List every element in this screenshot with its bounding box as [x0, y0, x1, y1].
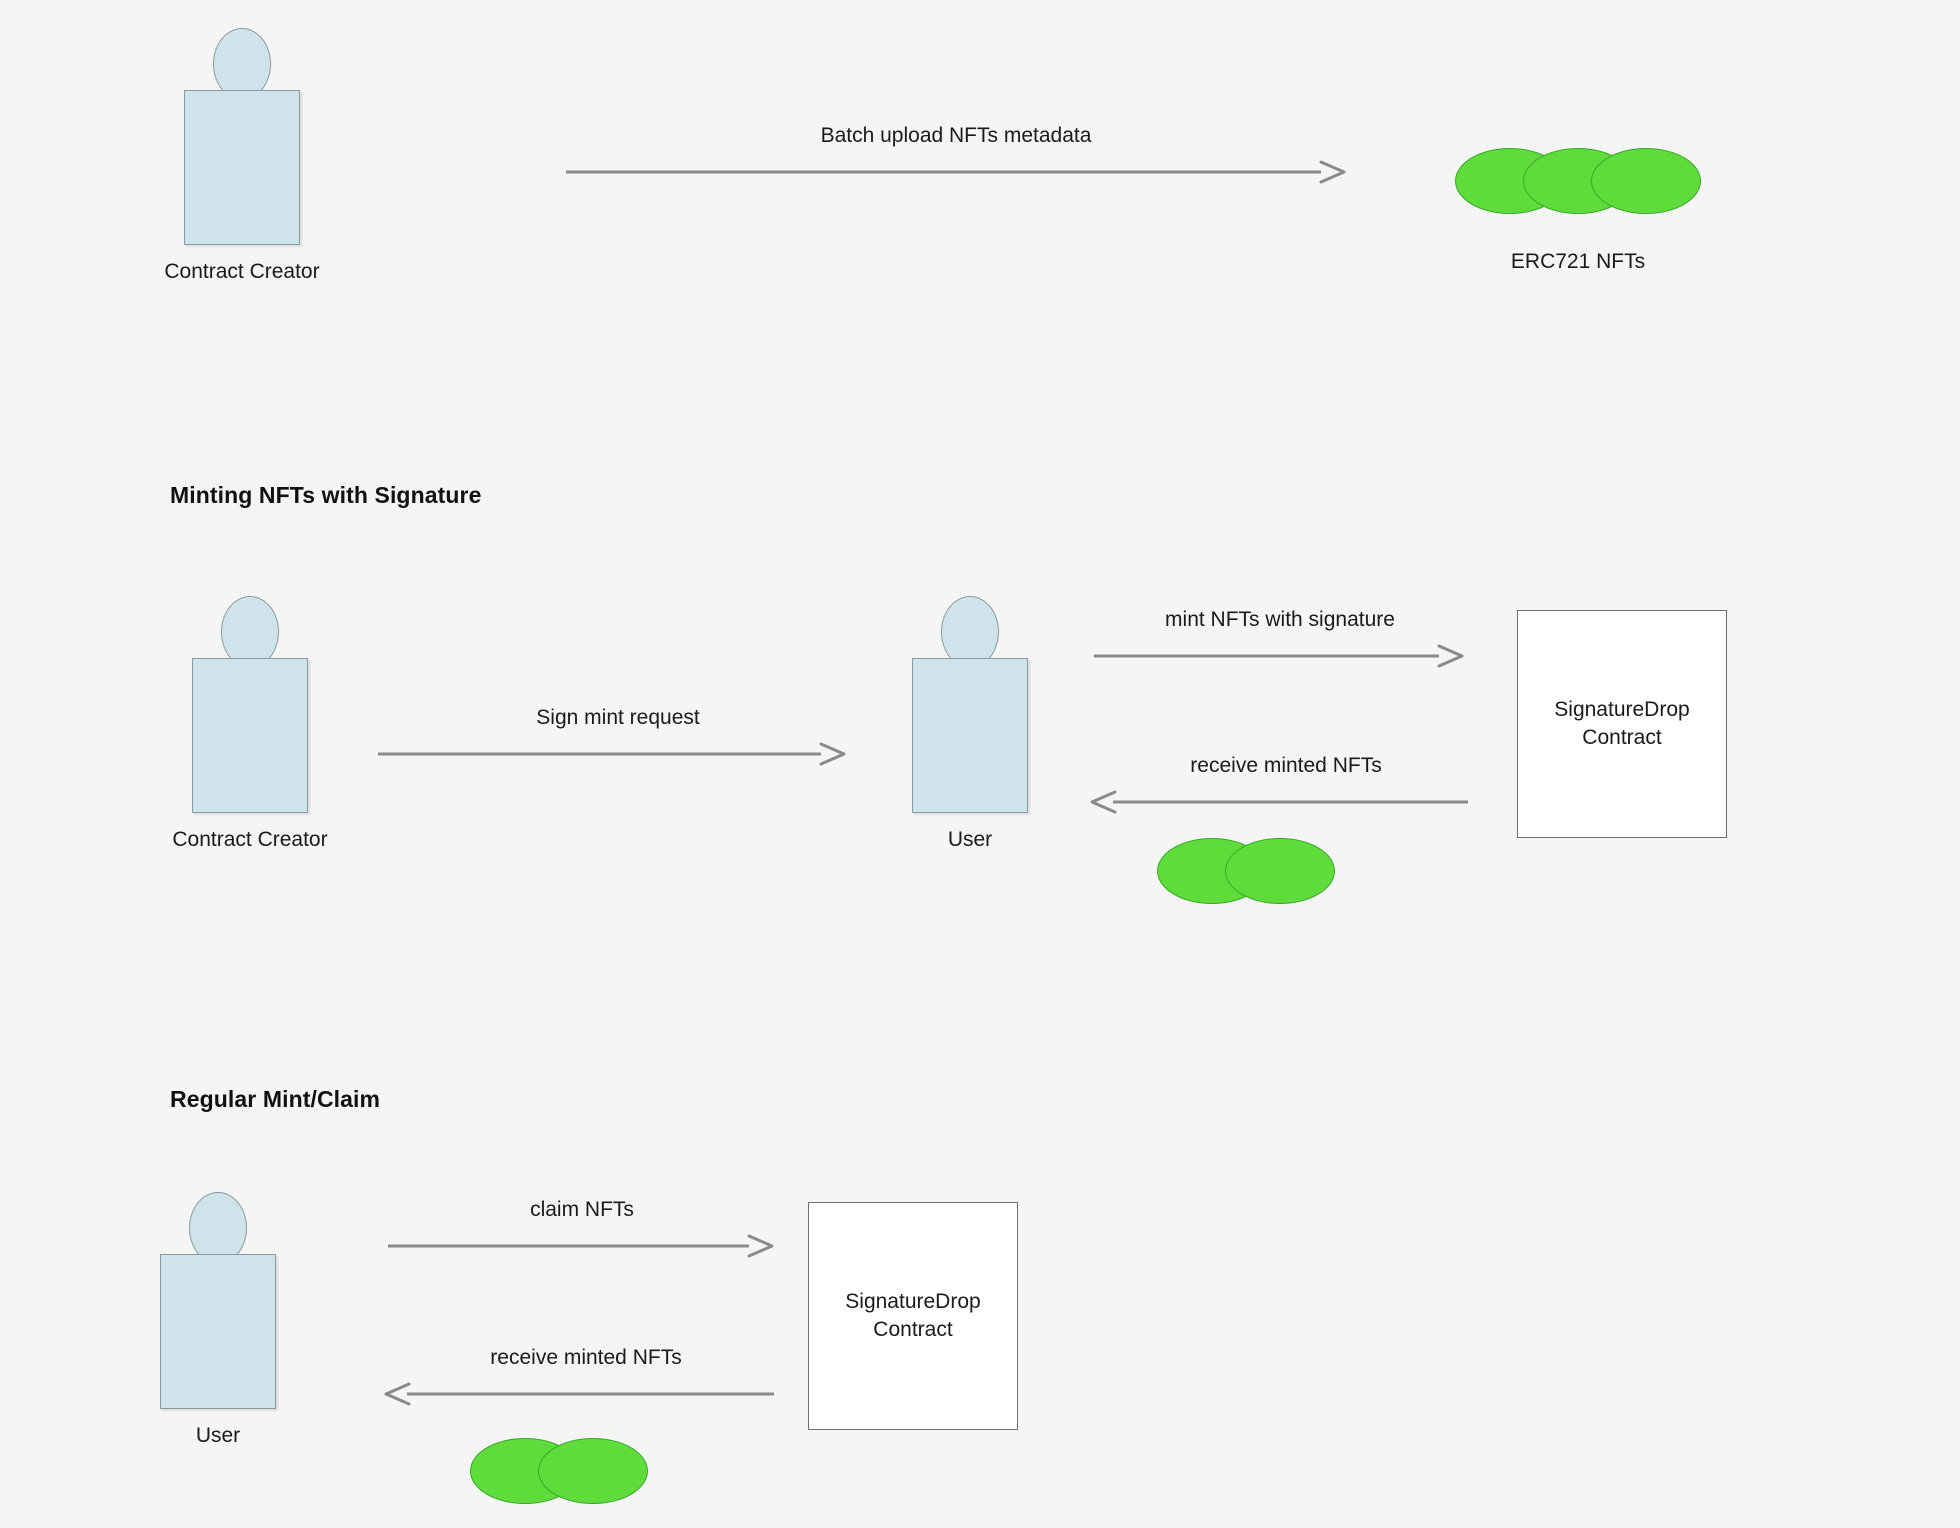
section-title-regular-mint-claim: Regular Mint/Claim	[170, 1086, 381, 1112]
actor-body-icon	[184, 90, 300, 245]
contract-name-line2: Contract	[1582, 726, 1662, 749]
nft-token-icon	[1225, 838, 1335, 904]
signaturedrop-contract-box-row2	[1517, 610, 1727, 838]
actor-body-icon	[912, 658, 1028, 813]
nft-token-icon	[538, 1438, 648, 1504]
arrow-receive-minted-nfts-label: receive minted NFTs	[490, 1346, 682, 1369]
arrow-receive-minted-nfts-label: receive minted NFTs	[1190, 754, 1382, 777]
nft-cluster-erc721	[1455, 138, 1735, 278]
arrow-receive-minted-nfts-row2	[1090, 754, 1468, 814]
actor-body-icon	[192, 658, 308, 813]
arrow-batch-upload-label: Batch upload NFTs metadata	[820, 124, 1092, 147]
contract-name-line1: SignatureDrop	[845, 1289, 981, 1313]
nft-cluster-label: ERC721 NFTs	[1510, 250, 1646, 273]
arrow-sign-mint-request	[378, 706, 848, 766]
signaturedrop-contract-box-row3	[808, 1202, 1018, 1430]
actor-contract-creator-row1	[162, 28, 322, 298]
actor-label: Contract Creator	[172, 828, 328, 851]
arrow-sign-mint-request-label: Sign mint request	[536, 706, 700, 729]
arrow-mint-nfts-label: mint NFTs with signature	[1165, 608, 1395, 631]
actor-label: Contract Creator	[164, 260, 320, 283]
actor-label: User	[195, 1424, 241, 1447]
nft-cluster-row3	[470, 1428, 690, 1518]
actor-contract-creator-row2	[170, 596, 330, 866]
contract-name-line1: SignatureDrop	[1554, 697, 1690, 721]
arrow-mint-nfts-with-signature	[1094, 608, 1466, 668]
actor-user-row3	[138, 1192, 298, 1462]
nft-token-icon	[1591, 148, 1701, 214]
contract-name-line2: Contract	[873, 1318, 953, 1341]
arrow-receive-minted-nfts-row3	[384, 1346, 774, 1406]
nft-cluster-row2	[1157, 828, 1377, 918]
actor-label: User	[947, 828, 993, 851]
arrow-batch-upload	[566, 124, 1346, 184]
arrow-claim-nfts-label: claim NFTs	[530, 1198, 634, 1221]
actor-body-icon	[160, 1254, 276, 1409]
section-title-minting-with-signature: Minting NFTs with Signature	[170, 482, 482, 508]
arrow-claim-nfts	[388, 1198, 776, 1258]
actor-user-row2	[890, 596, 1050, 866]
